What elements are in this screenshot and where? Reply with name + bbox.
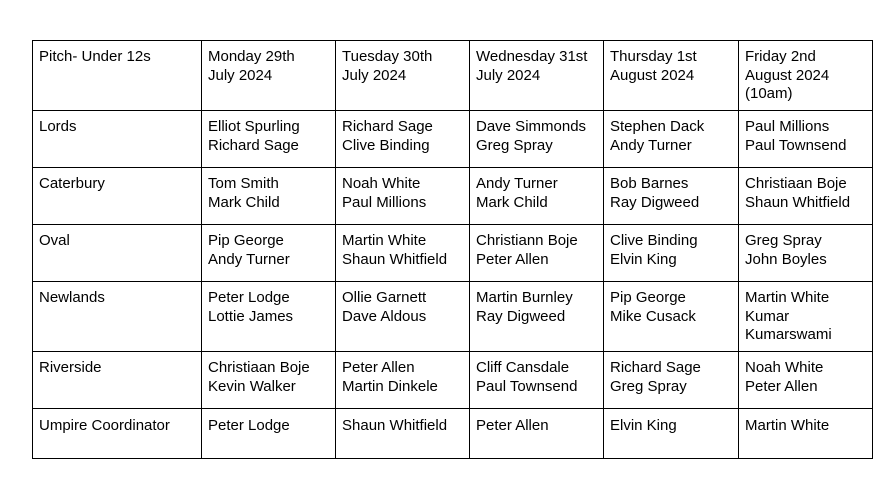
table-cell: Dave Simmonds Greg Spray [470, 111, 604, 168]
table-row [33, 168, 873, 225]
table-cell: Elvin King [604, 409, 739, 459]
header-cell-monday: Monday 29th July 2024 [202, 41, 336, 111]
table-row [33, 409, 873, 459]
header-cell-thursday: Thursday 1st August 2024 [604, 41, 739, 111]
table-row [33, 111, 873, 168]
table-row [33, 352, 873, 409]
table-cell: Greg Spray John Boyles [739, 225, 873, 282]
pitch-name-cell: Riverside [33, 352, 202, 409]
table-cell: Tom Smith Mark Child [202, 168, 336, 225]
table-cell: Martin Burnley Ray Digweed [470, 282, 604, 352]
table-cell: Noah White Paul Millions [336, 168, 470, 225]
table-cell: Elliot Spurling Richard Sage [202, 111, 336, 168]
table-cell: Stephen Dack Andy Turner [604, 111, 739, 168]
table-cell: Bob Barnes Ray Digweed [604, 168, 739, 225]
table-cell: Ollie Garnett Dave Aldous [336, 282, 470, 352]
table-cell: Pip George Mike Cusack [604, 282, 739, 352]
table-cell: Noah White Peter Allen [739, 352, 873, 409]
table-cell: Martin White Kumar Kumarswami [739, 282, 873, 352]
table-cell: Christiaan Boje Shaun Whitfield [739, 168, 873, 225]
table-cell: Martin White Shaun Whitfield [336, 225, 470, 282]
table-cell: Peter Lodge Lottie James [202, 282, 336, 352]
pitch-name-cell: Newlands [33, 282, 202, 352]
pitch-name-cell: Caterbury [33, 168, 202, 225]
table-cell: Richard Sage Greg Spray [604, 352, 739, 409]
table-cell: Martin White [739, 409, 873, 459]
table-cell: Christiaan Boje Kevin Walker [202, 352, 336, 409]
table-row [33, 282, 873, 352]
header-cell-wednesday: Wednesday 31st July 2024 [470, 41, 604, 111]
header-cell-tuesday: Tuesday 30th July 2024 [336, 41, 470, 111]
pitch-name-cell: Lords [33, 111, 202, 168]
header-cell-pitch: Pitch- Under 12s [33, 41, 202, 111]
table-cell: Andy Turner Mark Child [470, 168, 604, 225]
table-cell: Pip George Andy Turner [202, 225, 336, 282]
table-cell: Cliff Cansdale Paul Townsend [470, 352, 604, 409]
table-cell: Shaun Whitfield [336, 409, 470, 459]
table-cell: Christiann Boje Peter Allen [470, 225, 604, 282]
table-cell: Paul Millions Paul Townsend [739, 111, 873, 168]
pitch-name-cell: Oval [33, 225, 202, 282]
table-header-row [33, 41, 873, 111]
table-row [33, 225, 873, 282]
table-cell: Peter Allen [470, 409, 604, 459]
pitch-name-cell: Umpire Coordinator [33, 409, 202, 459]
table-cell: Richard Sage Clive Binding [336, 111, 470, 168]
table-cell: Peter Allen Martin Dinkele [336, 352, 470, 409]
table-cell: Peter Lodge [202, 409, 336, 459]
table-cell: Clive Binding Elvin King [604, 225, 739, 282]
umpire-roster-table [32, 40, 873, 459]
header-cell-friday: Friday 2nd August 2024 (10am) [739, 41, 873, 111]
